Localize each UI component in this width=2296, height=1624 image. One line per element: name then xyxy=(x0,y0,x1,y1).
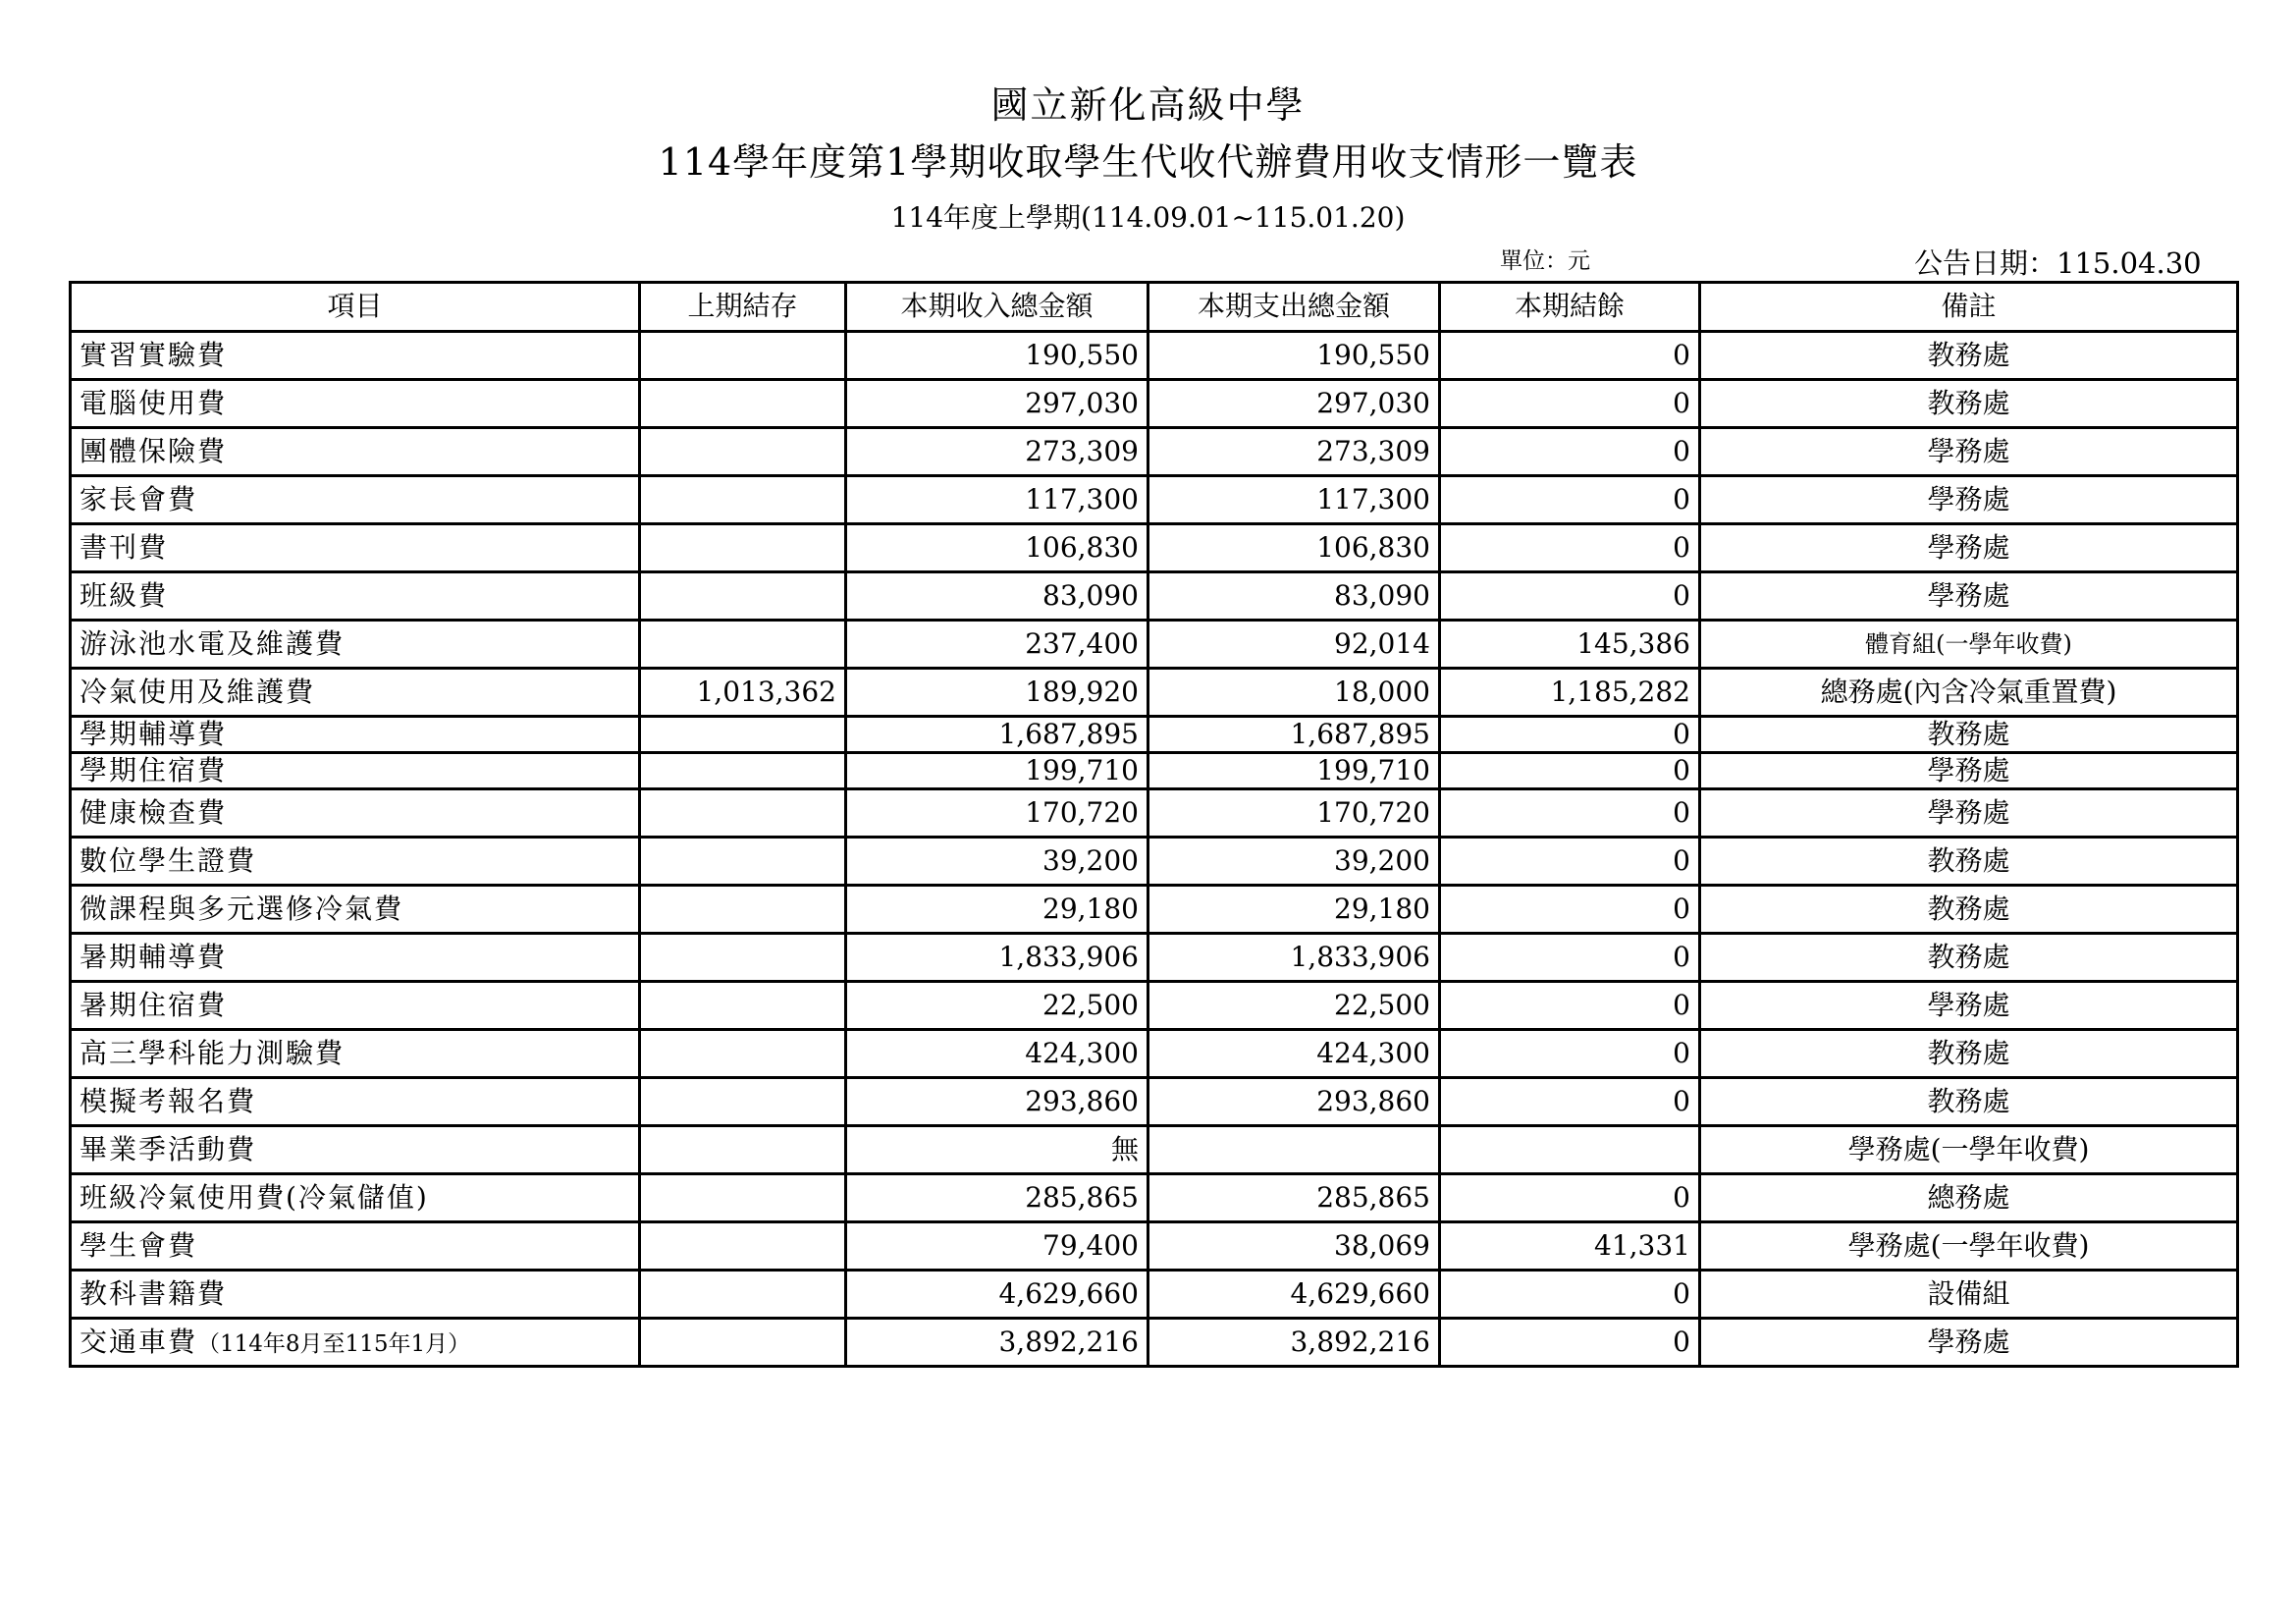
cell-balance-text: 0 xyxy=(1673,940,1690,973)
cell-prev-balance xyxy=(640,1126,846,1174)
cell-income-text: 1,833,906 xyxy=(998,940,1139,973)
cell-item-text: 班級冷氣使用費(冷氣儲值) xyxy=(80,1180,429,1214)
cell-note xyxy=(1700,1222,2238,1271)
cell-balance-text: 0 xyxy=(1673,1036,1690,1069)
cell-expense-text: 1,687,895 xyxy=(1290,717,1430,750)
table-row xyxy=(71,1174,2238,1222)
cell-expense xyxy=(1148,1174,1440,1222)
cell-balance-text: 0 xyxy=(1673,434,1690,467)
cell-balance xyxy=(1440,1078,1700,1126)
cell-note-text: 學務處 xyxy=(1927,1325,2010,1358)
cell-expense-text: 29,180 xyxy=(1334,892,1430,925)
cell-balance-text: 41,331 xyxy=(1594,1228,1690,1262)
cell-income xyxy=(846,838,1148,886)
cell-expense xyxy=(1148,1078,1440,1126)
cell-income xyxy=(846,1222,1148,1271)
cell-income xyxy=(846,1174,1148,1222)
cell-balance xyxy=(1440,886,1700,934)
cell-balance xyxy=(1440,717,1700,753)
table-body xyxy=(71,332,2238,1367)
cell-note-text: 教務處 xyxy=(1927,940,2010,973)
cell-income-text: 106,830 xyxy=(1025,530,1139,564)
cell-item xyxy=(71,621,640,669)
cell-income xyxy=(846,982,1148,1030)
cell-income xyxy=(846,934,1148,982)
cell-prev-balance xyxy=(640,753,846,789)
cell-expense-text: 199,710 xyxy=(1316,753,1430,786)
cell-balance xyxy=(1440,1030,1700,1078)
cell-expense-text: 190,550 xyxy=(1316,338,1430,371)
cell-income-text: 22,500 xyxy=(1042,988,1139,1021)
cell-item xyxy=(71,934,640,982)
cell-income xyxy=(846,476,1148,524)
cell-prev-balance xyxy=(640,934,846,982)
cell-expense-text: 39,200 xyxy=(1334,843,1430,877)
cell-note-text: 體育組(一學年收費) xyxy=(1865,629,2072,658)
cell-item-text: 健康檢查費 xyxy=(80,795,228,829)
cell-item xyxy=(71,717,640,753)
column-header: 上期結存 xyxy=(640,283,846,332)
table-row xyxy=(71,380,2238,428)
cell-prev-balance xyxy=(640,1271,846,1319)
cell-item xyxy=(71,838,640,886)
cell-item-text: 教科書籍費 xyxy=(80,1276,228,1310)
cell-balance xyxy=(1440,789,1700,838)
cell-prev-balance xyxy=(640,476,846,524)
cell-note xyxy=(1700,1271,2238,1319)
cell-expense xyxy=(1148,669,1440,717)
column-header: 備註 xyxy=(1700,283,2238,332)
cell-balance-text: 0 xyxy=(1673,1084,1690,1117)
fee-table xyxy=(69,281,2239,1368)
cell-note-text: 總務處 xyxy=(1927,1180,2010,1214)
cell-note-text: 總務處(內含冷氣重置費) xyxy=(1820,675,2117,708)
cell-prev-balance xyxy=(640,572,846,621)
cell-balance xyxy=(1440,428,1700,476)
cell-item-text: 交通車費 xyxy=(80,1325,198,1358)
table-row xyxy=(71,934,2238,982)
cell-income-text: 39,200 xyxy=(1042,843,1139,877)
cell-note-text: 學務處 xyxy=(1927,988,2010,1021)
cell-income xyxy=(846,753,1148,789)
cell-balance-text: 1,185,282 xyxy=(1550,675,1690,708)
cell-expense-text: 106,830 xyxy=(1316,530,1430,564)
cell-item-text: 高三學科能力測驗費 xyxy=(80,1036,346,1069)
cell-item xyxy=(71,789,640,838)
cell-item-text: 學期輔導費 xyxy=(80,717,228,750)
cell-expense xyxy=(1148,789,1440,838)
cell-expense xyxy=(1148,332,1440,380)
table-header-row xyxy=(71,283,2238,332)
cell-expense-text: 38,069 xyxy=(1334,1228,1430,1262)
cell-item-text: 實習實驗費 xyxy=(80,338,228,371)
cell-balance xyxy=(1440,1174,1700,1222)
cell-note-text: 學務處 xyxy=(1927,530,2010,564)
cell-expense-text: 424,300 xyxy=(1316,1036,1430,1069)
cell-expense xyxy=(1148,524,1440,572)
cell-item xyxy=(71,380,640,428)
cell-balance xyxy=(1440,1319,1700,1367)
table-row xyxy=(71,1222,2238,1271)
cell-balance xyxy=(1440,934,1700,982)
column-header: 本期支出總金額 xyxy=(1148,283,1440,332)
cell-income-text: 424,300 xyxy=(1025,1036,1139,1069)
cell-balance xyxy=(1440,621,1700,669)
cell-expense xyxy=(1148,838,1440,886)
cell-expense xyxy=(1148,753,1440,789)
cell-item xyxy=(71,1126,640,1174)
cell-expense-text: 293,860 xyxy=(1316,1084,1430,1117)
table-row xyxy=(71,572,2238,621)
cell-item-text: 團體保險費 xyxy=(80,434,228,467)
cell-expense xyxy=(1148,1126,1440,1174)
cell-expense xyxy=(1148,621,1440,669)
cell-prev-balance xyxy=(640,621,846,669)
cell-note xyxy=(1700,524,2238,572)
cell-note xyxy=(1700,428,2238,476)
cell-note xyxy=(1700,621,2238,669)
cell-note-text: 教務處 xyxy=(1927,1084,2010,1117)
cell-expense-text: 3,892,216 xyxy=(1290,1325,1430,1358)
cell-income-text: 117,300 xyxy=(1025,482,1139,515)
cell-note-text: 教務處 xyxy=(1927,717,2010,750)
table-row xyxy=(71,1030,2238,1078)
cell-expense-text: 273,309 xyxy=(1316,434,1430,467)
table-row xyxy=(71,838,2238,886)
cell-income xyxy=(846,1319,1148,1367)
table-row xyxy=(71,332,2238,380)
cell-balance-text: 0 xyxy=(1673,988,1690,1021)
cell-expense xyxy=(1148,1222,1440,1271)
cell-expense-text: 92,014 xyxy=(1334,626,1430,660)
cell-note xyxy=(1700,982,2238,1030)
cell-note xyxy=(1700,476,2238,524)
table-row xyxy=(71,982,2238,1030)
cell-balance xyxy=(1440,669,1700,717)
cell-balance xyxy=(1440,753,1700,789)
cell-note-text: 學務處(一學年收費) xyxy=(1847,1228,2090,1262)
cell-item-text: 游泳池水電及維護費 xyxy=(80,626,346,660)
cell-note xyxy=(1700,717,2238,753)
cell-income-text: 237,400 xyxy=(1025,626,1139,660)
cell-income-text: 79,400 xyxy=(1042,1228,1139,1262)
table-row xyxy=(71,1271,2238,1319)
cell-note-text: 學務處 xyxy=(1927,578,2010,612)
cell-income-text: 273,309 xyxy=(1025,434,1139,467)
table-row xyxy=(71,428,2238,476)
cell-note-text: 教務處 xyxy=(1927,892,2010,925)
cell-prev-balance xyxy=(640,838,846,886)
cell-income-text: 199,710 xyxy=(1025,753,1139,786)
cell-expense-text: 4,629,660 xyxy=(1290,1276,1430,1310)
cell-expense xyxy=(1148,1319,1440,1367)
cell-prev-balance xyxy=(640,524,846,572)
cell-note xyxy=(1700,669,2238,717)
cell-balance-text: 0 xyxy=(1673,578,1690,612)
cell-prev-balance xyxy=(640,380,846,428)
cell-item xyxy=(71,886,640,934)
table-row xyxy=(71,1319,2238,1367)
cell-expense xyxy=(1148,982,1440,1030)
cell-balance-text: 0 xyxy=(1673,753,1690,786)
cell-income xyxy=(846,717,1148,753)
cell-expense xyxy=(1148,476,1440,524)
cell-expense-text: 297,030 xyxy=(1316,386,1430,419)
cell-expense xyxy=(1148,428,1440,476)
cell-income xyxy=(846,1030,1148,1078)
cell-balance-text: 0 xyxy=(1673,386,1690,419)
cell-expense-text: 117,300 xyxy=(1316,482,1430,515)
cell-item xyxy=(71,1271,640,1319)
table-row xyxy=(71,1078,2238,1126)
cell-balance xyxy=(1440,572,1700,621)
table-row xyxy=(71,886,2238,934)
cell-note-text: 教務處 xyxy=(1927,1036,2010,1069)
cell-expense xyxy=(1148,886,1440,934)
cell-income xyxy=(846,1126,1148,1174)
cell-item xyxy=(71,1078,640,1126)
cell-item xyxy=(71,332,640,380)
cell-income-text: 無 xyxy=(1110,1132,1139,1165)
cell-item-text: 家長會費 xyxy=(80,482,198,515)
cell-prev-balance xyxy=(640,717,846,753)
cell-expense-text: 18,000 xyxy=(1334,675,1430,708)
cell-item xyxy=(71,982,640,1030)
cell-item xyxy=(71,669,640,717)
cell-note-text: 設備組 xyxy=(1927,1276,2010,1310)
cell-balance-text: 0 xyxy=(1673,530,1690,564)
cell-income-text: 4,629,660 xyxy=(998,1276,1139,1310)
cell-note-text: 教務處 xyxy=(1927,338,2010,371)
cell-note-text: 學務處 xyxy=(1927,434,2010,467)
column-header: 本期結餘 xyxy=(1440,283,1700,332)
cell-income-text: 190,550 xyxy=(1025,338,1139,371)
cell-expense-text: 83,090 xyxy=(1334,578,1430,612)
cell-balance xyxy=(1440,982,1700,1030)
cell-item xyxy=(71,524,640,572)
cell-item-text: 畢業季活動費 xyxy=(80,1132,257,1165)
cell-item xyxy=(71,428,640,476)
cell-note-text: 學務處 xyxy=(1927,753,2010,786)
cell-income-text: 189,920 xyxy=(1025,675,1139,708)
announce-date: 公告日期：115.04.30 xyxy=(1914,246,2202,280)
cell-balance xyxy=(1440,380,1700,428)
cell-balance-text: 0 xyxy=(1673,795,1690,829)
cell-expense xyxy=(1148,1271,1440,1319)
cell-note xyxy=(1700,1319,2238,1367)
cell-income xyxy=(846,1078,1148,1126)
cell-prev-balance xyxy=(640,1078,846,1126)
table-row xyxy=(71,1126,2238,1174)
table-row xyxy=(71,717,2238,753)
cell-balance xyxy=(1440,524,1700,572)
cell-note xyxy=(1700,838,2238,886)
cell-note-text: 學務處 xyxy=(1927,482,2010,515)
cell-prev-balance-text: 1,013,362 xyxy=(696,675,836,708)
cell-balance-text: 0 xyxy=(1673,1276,1690,1310)
cell-balance-text: 0 xyxy=(1673,338,1690,371)
cell-income-text: 3,892,216 xyxy=(998,1325,1139,1358)
cell-item-text: 微課程與多元選修冷氣費 xyxy=(80,892,404,925)
cell-item xyxy=(71,476,640,524)
cell-prev-balance xyxy=(640,886,846,934)
cell-expense-text: 170,720 xyxy=(1316,795,1430,829)
column-header: 項目 xyxy=(71,283,640,332)
cell-expense xyxy=(1148,572,1440,621)
cell-note xyxy=(1700,934,2238,982)
cell-income-text: 285,865 xyxy=(1025,1180,1139,1214)
cell-expense xyxy=(1148,1030,1440,1078)
cell-income-text: 1,687,895 xyxy=(998,717,1139,750)
cell-item-text: 學生會費 xyxy=(80,1228,198,1262)
cell-item-text: 數位學生證費 xyxy=(80,843,257,877)
cell-income xyxy=(846,886,1148,934)
cell-note xyxy=(1700,332,2238,380)
cell-income xyxy=(846,1271,1148,1319)
cell-item-text: 書刊費 xyxy=(80,530,169,564)
table-row xyxy=(71,476,2238,524)
cell-income xyxy=(846,621,1148,669)
cell-item-text: 學期住宿費 xyxy=(80,753,228,786)
cell-expense xyxy=(1148,717,1440,753)
cell-balance-text: 0 xyxy=(1673,843,1690,877)
cell-note-text: 教務處 xyxy=(1927,386,2010,419)
cell-prev-balance xyxy=(640,1222,846,1271)
cell-item xyxy=(71,1174,640,1222)
cell-balance xyxy=(1440,1271,1700,1319)
cell-income-text: 29,180 xyxy=(1042,892,1139,925)
cell-income xyxy=(846,789,1148,838)
table-row xyxy=(71,753,2238,789)
cell-prev-balance xyxy=(640,428,846,476)
cell-note xyxy=(1700,380,2238,428)
cell-expense-text: 285,865 xyxy=(1316,1180,1430,1214)
cell-balance xyxy=(1440,838,1700,886)
cell-prev-balance xyxy=(640,1030,846,1078)
cell-expense-text: 22,500 xyxy=(1334,988,1430,1021)
cell-note xyxy=(1700,789,2238,838)
column-header: 本期收入總金額 xyxy=(846,283,1148,332)
cell-item xyxy=(71,1030,640,1078)
cell-balance-text: 0 xyxy=(1673,1180,1690,1214)
table-row xyxy=(71,669,2238,717)
table-row xyxy=(71,524,2238,572)
cell-expense xyxy=(1148,380,1440,428)
cell-item-text: 模擬考報名費 xyxy=(80,1084,257,1117)
cell-balance-text: 0 xyxy=(1673,892,1690,925)
cell-item-text: 電腦使用費 xyxy=(80,386,228,419)
cell-note xyxy=(1700,1174,2238,1222)
cell-item-text: 暑期住宿費 xyxy=(80,988,228,1021)
cell-income xyxy=(846,669,1148,717)
cell-note-text: 教務處 xyxy=(1927,843,2010,877)
cell-note-text: 學務處 xyxy=(1927,795,2010,829)
cell-balance-text: 145,386 xyxy=(1576,626,1690,660)
cell-expense xyxy=(1148,934,1440,982)
report-period: 114年度上學期(114.09.01~115.01.20) xyxy=(890,201,1406,234)
unit-label: 單位：元 xyxy=(1500,248,1590,274)
cell-prev-balance xyxy=(640,1174,846,1222)
cell-income xyxy=(846,524,1148,572)
cell-balance xyxy=(1440,332,1700,380)
cell-expense-text: 1,833,906 xyxy=(1290,940,1430,973)
report-title: 114學年度第1學期收取學生代收代辦費用收支情形一覽表 xyxy=(658,140,1638,184)
cell-prev-balance xyxy=(640,332,846,380)
table-row xyxy=(71,789,2238,838)
cell-balance xyxy=(1440,476,1700,524)
cell-income-text: 83,090 xyxy=(1042,578,1139,612)
cell-item xyxy=(71,1319,640,1367)
cell-balance xyxy=(1440,1222,1700,1271)
cell-note xyxy=(1700,1126,2238,1174)
cell-income-text: 293,860 xyxy=(1025,1084,1139,1117)
cell-income xyxy=(846,380,1148,428)
cell-prev-balance xyxy=(640,789,846,838)
cell-prev-balance xyxy=(640,1319,846,1367)
cell-note-text: 學務處(一學年收費) xyxy=(1847,1132,2090,1165)
cell-balance xyxy=(1440,1126,1700,1174)
cell-item-subtext: （114年8月至115年1月） xyxy=(197,1330,471,1357)
cell-item xyxy=(71,1222,640,1271)
cell-income xyxy=(846,572,1148,621)
cell-balance-text: 0 xyxy=(1673,717,1690,750)
cell-prev-balance xyxy=(640,982,846,1030)
cell-item-text: 暑期輔導費 xyxy=(80,940,228,973)
cell-note xyxy=(1700,572,2238,621)
table-row xyxy=(71,621,2238,669)
cell-note xyxy=(1700,753,2238,789)
cell-balance-text: 0 xyxy=(1673,1325,1690,1358)
cell-item-text: 班級費 xyxy=(80,578,169,612)
cell-income-text: 170,720 xyxy=(1025,795,1139,829)
cell-prev-balance xyxy=(640,669,846,717)
cell-note xyxy=(1700,1030,2238,1078)
cell-income-text: 297,030 xyxy=(1025,386,1139,419)
cell-item-text: 冷氣使用及維護費 xyxy=(80,675,316,708)
cell-balance-text: 0 xyxy=(1673,482,1690,515)
cell-note xyxy=(1700,1078,2238,1126)
cell-income xyxy=(846,428,1148,476)
cell-item xyxy=(71,753,640,789)
school-name: 國立新化高級中學 xyxy=(990,83,1306,127)
cell-income xyxy=(846,332,1148,380)
cell-item xyxy=(71,572,640,621)
cell-note xyxy=(1700,886,2238,934)
